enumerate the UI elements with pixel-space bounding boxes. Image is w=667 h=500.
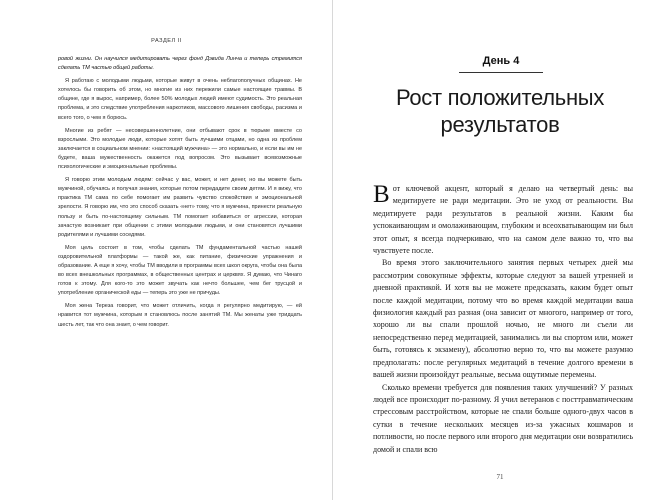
left-paragraph-5: Моя цель состоит в том, чтобы сделать ТМ фундаментальной частью нашей оздоровительной платформы — такой же, как питание, физические упражнения и образование. А еще я хочу, чтобы ТМ вводили в программы всех школ округа, чтобы она была во всех внешкольных программах, в общественных центрах и церквях. Я думаю, что Чинаго готов к этому. Для кого-то это может звучать как нечто большее, чем бег трусцой и употребление органической еды — теперь это уже не причуды. [58,244,302,297]
left-paragraph-4: Я говорю этим молодым людям: сейчас у вас, может, и нет денег, но вы можете быть мужчиной, обучаясь и получая знания, которые потом передадите своим детям. И я вижу, что практика ТМ сама по себе помогает им развить чувство спокойствия и эмоциональной зрелости. Я говорю им, что это способ сказать «нет» тому, что я мужчина, принести реальную пользу и быть по-настоящему сильным. ТМ помогает избавиться от агрессии, которая зачастую возникает при общении с этими молодыми людьми, и они становятся лучшими родителями и лучшими соседями. [58,177,302,238]
left-paragraph-3: Многие из ребят — несовершеннолетние, они отбывают срок в тюрьме вместе со взрослыми. Это молодые люди, которые хотят быть лучшими отцами, но одна из проблем заключается в социальном мнении: «настоящий мужчина» — это нормально, и если вы им не будете, ваша мужественность окажется под вопросом. Это вызывает всевозможные психологические и эмоциональные проблемы. [58,127,302,171]
left-paragraph-6: Моя жена Тереза говорит, что может отличить, когда я регулярно медитирую, — ей нравится тот мужчина, которым я становлюсь после занятий ТМ. Мы женаты уже тридцать шесть лет, так что она знает, о чем говорит. [58,303,302,328]
left-page [0,0,333,500]
right-page [333,0,667,500]
left-paragraph-2: Я работаю с молодыми людьми, которые живут в очень неблагополучных общинах. Не хотелось бы говорить об этом, но многие из них пережили самые настоящие травмы. В общине, где я вырос, например, более 50% молодых людей имеют судимость. Это реальная проблема, и это следствие употребления наркотиков, массового лишения свободы, расизма и всего того, о чем я борюсь. [58,78,302,121]
right-paragraph-1-text: от ключевой акцент, который я делаю на четвертый день: вы медитируете не ради медитации. Это не уход от реальности. Вы медитируете ради результатов в реальной жизни. Каким бы успокаивающим и омолаживающим, глубоким и всеохватывающим ни был этот опыт, я всегда подчеркиваю, что на самом деле важно то, что вы чувствуете после. [373,184,633,256]
left-paragraph-1: ровой жизни. Он научился медитировать через фонд Дэвида Линча и теперь стремится сделать ТМ частью общей работы. [58,56,302,72]
page-number: 71 [496,473,504,481]
chapter-rule [459,72,543,73]
running-head: РАЗДЕЛ II [151,38,182,44]
right-page-body [373,183,633,456]
chapter-label: День 4 [482,55,520,67]
right-paragraph-1 [373,183,633,257]
right-paragraph-2: Во время этого заключительного занятия первых четырех дней мы рассмотрим совокупные эффекты, которые следуют за вашей утренней и дневной практикой. И хотя вы не можете предсказать, каким будет опыт после каждой медитации, потому что во время каждой медитации ваша физиология каждый раз разная (она зависит от многого, например от того, хорошо ли вы спали прошлой ночью, не много ли съели ли непосредственно перед медитацией, занимались ли вы спортом или, может быть, готовясь к экзамену), абсолютно верно то, что вы можете разумно предполагать: после регулярных медитаций в течение долгого времени в вашей жизни произойдут реальные, весьма ощутимые перемены. [373,258,633,380]
right-paragraph-3: Сколько времени требуется для появления таких улучшений? У разных людей все происходит по-разному. Я учил ветеранов с посттравматическим стрессовым расстройством, которые не спали больше одного-двух часов в сутки в течение нескольких месяцев из-за ужасных кошмаров и потливости, но после первого или второго дня медитации они возвратились домой и спали всю [373,382,633,454]
chapter-title: Рост положительных результатов [395,85,605,137]
left-page-body [58,55,302,334]
drop-cap: В [373,181,390,208]
